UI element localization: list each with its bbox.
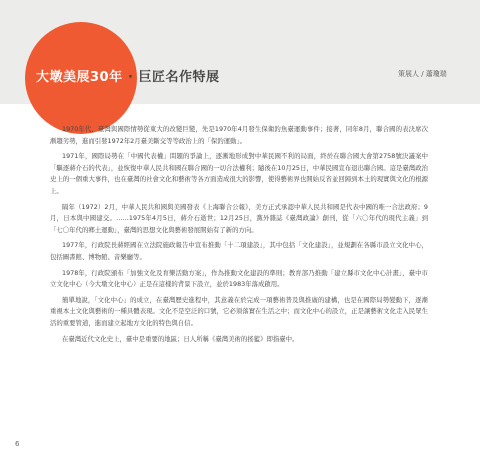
paragraph: 1978年，行政院頒布「加強文化及育樂活動方案」，作為推動文化建設的準則；教育部乃推動「建立縣市文化中心計畫」，臺中市立文化中心（今大墩文化中心）正是在這樣的背景下設立，並於1983年落成啟用。 bbox=[50, 268, 428, 289]
paragraph: 1970年代，臺灣與國際情勢從東大的改變巨變，先是1970年4月發生保衛釣魚臺運動事件；接著，同年8月，聯合國的表決席次漸趨劣勢，進而引發1972年2月臺美斷交等等政治上的「保釣運動」。 bbox=[50, 125, 428, 145]
paragraph: 1971年，國際局勢在「中國代表權」問題的爭論上，逐漸地形成對中華民國不利的局面，終於在聯合國大會第2758號決議案中「驅逐蔣介石的代表」，並恢復中華人民共和國在聯合國的一切合法權利；隨後在10月25日，中華民國宣布退出聯合國。這是臺灣政治史上的一個重大事件，也在臺灣的社會文化和藝術等各方面造成很大的影響，使得藝術界也開始反省並回歸到本土的現實與文化的根源上。 bbox=[50, 152, 428, 195]
article-body bbox=[50, 124, 428, 349]
page-number: 6 bbox=[15, 440, 20, 448]
exhibition-title: 大墩美展30年 bbox=[36, 70, 123, 85]
paragraph: 在臺灣近代文化史上，臺中是重要的地區；日人所稱《臺灣美術的搖籃》即指臺中。 bbox=[62, 334, 299, 343]
paragraph: 隔年（1972）2月，中華人民共和國與美國發表《上海聯合公報》，美方正式承認中華人民共和國是代表中國的唯一合法政府；9月，日本與中國建交。……1975年4月5日，蔣介石逝世；12月25日，黨外雜誌《臺灣政論》創刊，從「六〇年代的現代主義」到「七〇年代的鄉土運動」，臺灣的思想文化與藝術發展開始有了新的方向。 bbox=[50, 202, 428, 234]
paragraph: 1977年，行政院長蔣經國在立法院施政報告中宣布推動「十二項建設」，其中包括「文化建設」，並規劃在各縣市設立文化中心，包括圖書館、博物館、音樂廳等。 bbox=[50, 241, 428, 261]
paragraph: 簡單地說，「文化中心」的成立，在臺灣歷史進程中，其意義在於完成一項藝術普及與推廣的建構，也是在國際局勢變動下，逐漸重視本土文化與藝術的一種具體表現。文化不是空泛的口號，它必須落實在生活之中；而文化中心的設立，正是讓藝術文化走入民眾生活的重要管道，進而建立起地方文化的特色與自信。 bbox=[50, 295, 428, 327]
exhibition-subtitle: · 巨匠名作特展 bbox=[128, 70, 220, 85]
curator-byline: 策展人 / 蕭瓊瑞 bbox=[398, 70, 447, 78]
